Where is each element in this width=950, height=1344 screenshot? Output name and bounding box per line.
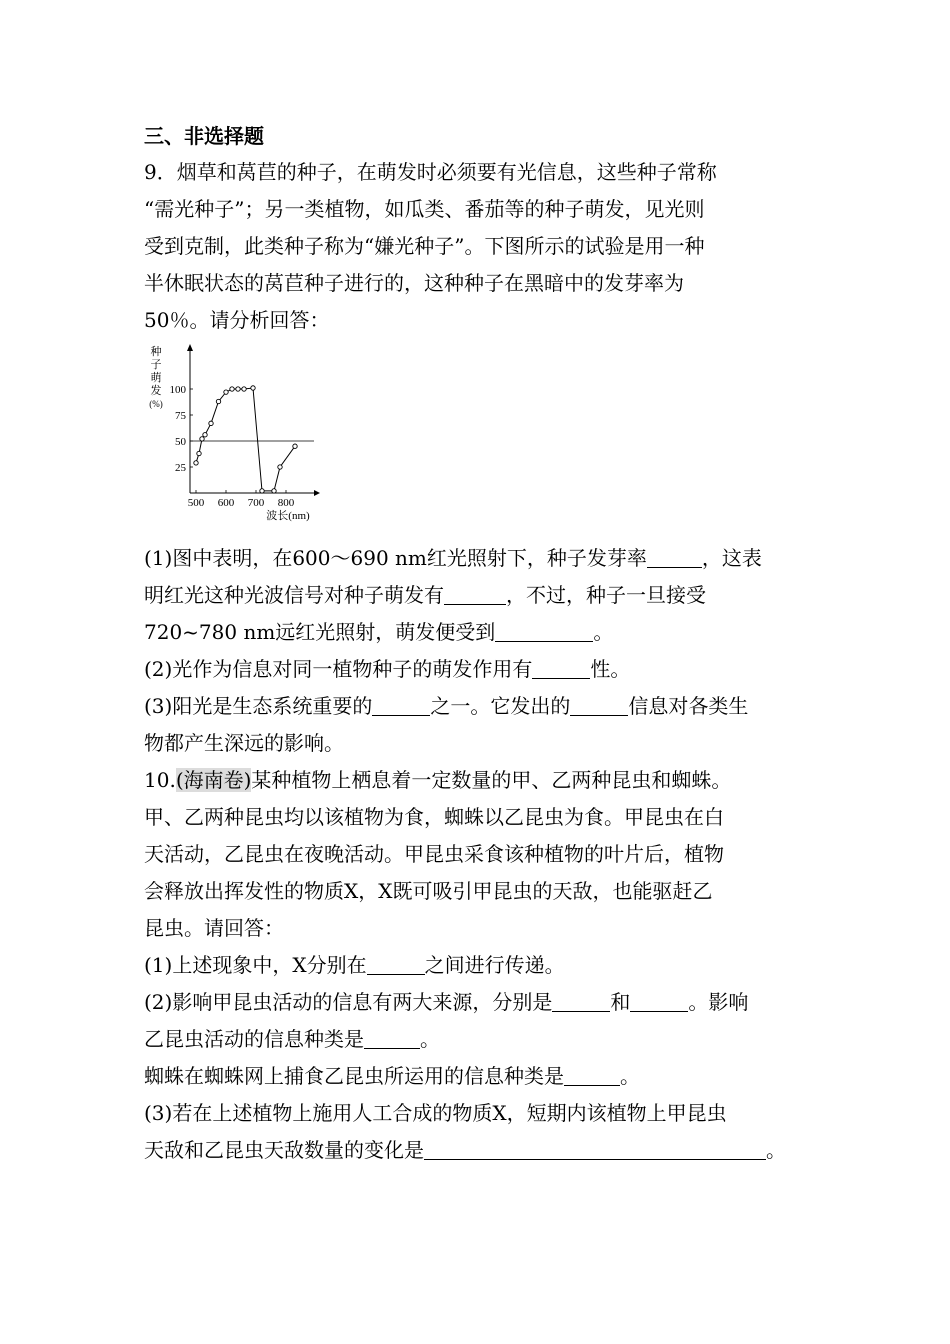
q9-part3-line1 xyxy=(144,688,816,725)
y-axis-label-char: 种 xyxy=(150,346,162,358)
y-axis-label-char: 发 xyxy=(150,385,162,397)
data-point xyxy=(197,451,201,455)
y-tick-label: 25 xyxy=(175,462,186,474)
germination-chart-svg xyxy=(144,343,344,528)
q10-line-3: 天活动，乙昆虫在夜晚活动。甲昆虫采食该种植物的叶片后，植物 xyxy=(144,842,724,866)
y-axis-arrow xyxy=(187,344,193,351)
data-point xyxy=(260,489,264,493)
q10-line-1-text: 某种植物上栖息着一定数量的甲、乙两种昆虫和蜘蛛。 xyxy=(251,768,732,792)
q10-part3-line1: (3)若在上述植物上施用人工合成的物质X，短期内该植物上甲昆虫 xyxy=(144,1101,727,1125)
answer-blank[interactable] xyxy=(564,1065,620,1086)
data-point xyxy=(200,437,204,441)
answer-blank[interactable] xyxy=(444,584,506,605)
q9-part3-text-a: (3)阳光是生态系统重要的 xyxy=(144,694,373,718)
answer-blank[interactable] xyxy=(647,547,702,568)
answer-blank[interactable] xyxy=(364,1028,420,1049)
q10-part2-line1 xyxy=(144,984,816,1021)
q10-line-4: 会释放出挥发性的物质X，X既可吸引甲昆虫的天敌，也能驱赶乙 xyxy=(144,879,713,903)
y-tick-label: 50 xyxy=(175,436,186,448)
q9-part2-text-a: (2)光作为信息对同一植物种子的萌发作用有 xyxy=(144,657,533,681)
q10-part2-line3 xyxy=(144,1058,816,1095)
q10-part2-text-f: 蜘蛛在蜘蛛网上捕食乙昆虫所运用的信息种类是 xyxy=(144,1064,564,1088)
data-point xyxy=(216,399,220,403)
answer-blank[interactable] xyxy=(424,1139,766,1160)
q10-part3-text-b: 天敌和乙昆虫天敌数量的变化是 xyxy=(144,1138,424,1162)
q9-part1-text-e: 720~780 nm远红光照射，萌发便受到 xyxy=(144,620,496,644)
q9-line-3: 受到克制，此类种子称为“嫌光种子”。下图所示的试验是用一种 xyxy=(144,234,705,258)
q10-part3-text-c: 。 xyxy=(766,1138,786,1162)
data-point xyxy=(203,433,207,437)
section-title: 三、非选择题 xyxy=(144,124,264,148)
x-tick-label: 500 xyxy=(187,497,205,509)
y-axis-label-char: 子 xyxy=(150,359,162,371)
q10-part3-line2 xyxy=(144,1132,816,1169)
q9-part3-text-b: 之一。它发出的 xyxy=(430,694,571,718)
answer-blank[interactable] xyxy=(552,991,610,1012)
q10-part2-text-e: 。 xyxy=(420,1027,440,1051)
q10-part1-text-b: 之间进行传递。 xyxy=(424,953,565,977)
data-point xyxy=(194,461,198,465)
q10-line-5: 昆虫。请回答： xyxy=(144,916,284,940)
q10-part2-line2 xyxy=(144,1021,816,1058)
q10-part1-text-a: (1)上述现象中，X分别在 xyxy=(144,953,367,977)
q10-part2-text-a: (2)影响甲昆虫活动的信息有两大来源，分别是 xyxy=(144,990,553,1014)
q9-part2-line xyxy=(144,651,816,688)
x-axis-label: 波长(nm) xyxy=(266,510,310,522)
answer-blank[interactable] xyxy=(532,658,590,679)
q9-line-4: 半休眠状态的莴苣种子进行的，这种种子在黑暗中的发芽率为 xyxy=(144,271,684,295)
q10-line-2: 甲、乙两种昆虫均以该植物为食，蜘蛛以乙昆虫为食。甲昆虫在白 xyxy=(144,805,724,829)
data-point xyxy=(251,386,255,390)
q9-part3-line2: 物都产生深远的影响。 xyxy=(144,731,344,755)
q10-source-tag: (海南卷) xyxy=(175,768,252,792)
document-page xyxy=(144,118,816,1169)
answer-blank[interactable] xyxy=(495,621,593,642)
q9-line-5: 50％。请分析回答： xyxy=(144,308,330,332)
data-point xyxy=(242,387,246,391)
y-axis-label xyxy=(149,345,163,409)
y-axis-label-char: 萌 xyxy=(150,372,162,384)
data-point xyxy=(209,421,213,425)
data-point xyxy=(230,387,234,391)
data-point xyxy=(272,489,276,493)
q9-part1-line1 xyxy=(144,540,816,577)
q10-part2-text-b: 和 xyxy=(610,990,631,1014)
x-tick-label: 700 xyxy=(247,497,265,509)
q9-part1-text-c: 明红光这种光波信号对种子萌发有 xyxy=(144,583,444,607)
q10-part1-line xyxy=(144,947,816,984)
q9-line-2: “需光种子”；另一类植物，如瓜类、番茄等的种子萌发，见光则 xyxy=(144,197,705,221)
germination-chart xyxy=(144,343,816,528)
x-axis-arrow xyxy=(314,490,320,496)
q9-part1-text-b: ，这表 xyxy=(701,546,762,570)
data-point xyxy=(293,444,297,448)
answer-blank[interactable] xyxy=(570,695,628,716)
q9-part1-text-f: 。 xyxy=(593,620,614,644)
answer-blank[interactable] xyxy=(630,991,688,1012)
q10-part2-text-d: 乙昆虫活动的信息种类是 xyxy=(144,1027,364,1051)
answer-blank[interactable] xyxy=(372,695,430,716)
data-point xyxy=(236,387,240,391)
x-tick-label: 600 xyxy=(217,497,235,509)
q10-part2-text-g: 。 xyxy=(620,1064,640,1088)
q10-number: 10. xyxy=(144,768,176,792)
q9-line-1: 9．烟草和莴苣的种子，在萌发时必须要有光信息，这些种子常称 xyxy=(144,160,717,184)
y-tick-label: 75 xyxy=(175,410,186,422)
q9-part1-text-d: ，不过，种子一旦接受 xyxy=(506,583,706,607)
answer-blank[interactable] xyxy=(367,954,425,975)
data-point xyxy=(278,465,282,469)
q9-part1-text-a: (1)图中表明，在600～690 nm红光照射下，种子发芽率 xyxy=(144,546,647,570)
q10-line-1 xyxy=(144,762,816,799)
q9-part1-line3 xyxy=(144,614,816,651)
q9-part2-text-b: 性。 xyxy=(590,657,631,681)
chart-marks xyxy=(170,344,321,509)
x-tick-label: 800 xyxy=(277,497,295,509)
y-tick-label: 100 xyxy=(169,384,186,396)
q9-part1-line2 xyxy=(144,577,816,614)
germination-series-line xyxy=(196,388,295,491)
q10-part2-text-c: 。影响 xyxy=(688,990,749,1014)
q9-part3-text-c: 信息对各类生 xyxy=(628,694,749,718)
data-point xyxy=(224,390,228,394)
y-axis-label-char: (%) xyxy=(149,399,163,409)
